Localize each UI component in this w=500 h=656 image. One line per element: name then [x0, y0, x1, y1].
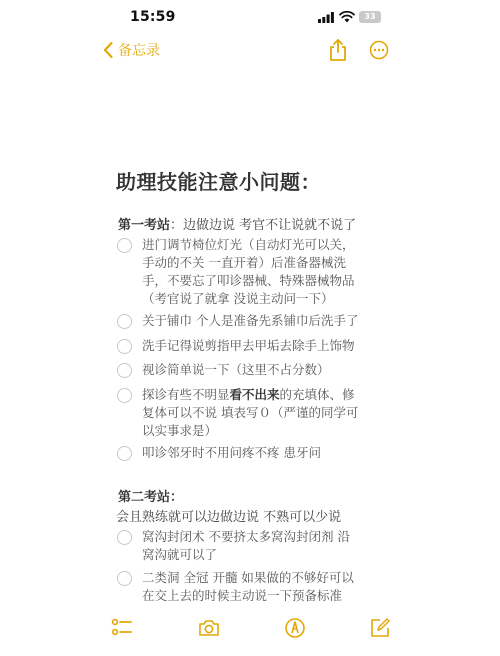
text-line: 窝沟封闭术 不要挤太多窝沟封闭剂 沿 [142, 529, 350, 544]
camera-icon[interactable] [198, 617, 220, 639]
note-title: 助理技能注意小问题： [116, 170, 321, 194]
checklist-item-text [142, 569, 392, 605]
checkbox-circle[interactable] [117, 446, 132, 461]
checklist-item-text [142, 444, 392, 462]
text-line: 视诊简单说一下（这里不占分数） [142, 362, 330, 377]
nav-bar [0, 36, 500, 66]
text-segment: 的充填体、修 [279, 387, 355, 402]
text-line [142, 386, 392, 404]
checkbox-circle[interactable] [117, 339, 132, 354]
text-line: 手动的不关 一直开着）后准备器械洗 [142, 255, 346, 270]
checkbox-circle[interactable] [117, 388, 132, 403]
checklist-item-text [142, 361, 392, 379]
section-2-description: 会且熟练就可以边做边说 不熟可以少说 [116, 510, 342, 525]
text-line: 叩诊邻牙时不用问疼不疼 患牙问 [142, 445, 321, 460]
text-line: 关于铺巾 个人是准备先系铺巾后洗手了 [142, 313, 359, 328]
bold-text: 看不出来 [229, 387, 280, 402]
note-body[interactable] [0, 66, 500, 611]
markup-pen-icon[interactable] [284, 617, 306, 639]
wifi-icon [339, 10, 355, 23]
checkbox-circle[interactable] [117, 314, 132, 329]
text-line: 以实事求是） [142, 423, 218, 438]
checklist-icon[interactable] [111, 617, 133, 639]
checkbox-circle[interactable] [117, 238, 132, 253]
status-time: 15:59 [130, 9, 176, 25]
checkbox-circle[interactable] [117, 530, 132, 545]
text-line: 二类洞 全冠 开髓 如果做的不够好可以 [142, 570, 354, 585]
text-line: 进门调节椅位灯光（自动灯光可以关， [142, 237, 355, 252]
bottom-toolbar [0, 611, 500, 656]
cellular-signal-icon [318, 12, 334, 23]
compose-icon[interactable] [369, 617, 391, 639]
section-heading-1-label: 第一考站 [118, 218, 171, 233]
section-heading-1-text: ：边做边说 考官不让说就不说了 [170, 218, 357, 233]
section-heading-1 [118, 214, 356, 233]
text-line: 窝沟就可以了 [142, 547, 218, 562]
section-heading-2-label: 第二考站： [118, 490, 184, 505]
checklist-item-text [142, 312, 392, 330]
text-line: 复体可以不说 填表写０（严谨的同学可 [142, 405, 359, 420]
back-label: 备忘录 [118, 43, 160, 59]
text-line: 洗手记得说剪指甲去甲垢去除手上饰物 [142, 338, 355, 353]
status-bar [0, 0, 500, 36]
text-line: 手，不要忘了叩诊器械、特殊器械物品 [142, 273, 355, 288]
chevron-left-icon [102, 41, 114, 59]
checklist-item-text [142, 236, 392, 308]
more-options-icon[interactable] [369, 40, 389, 60]
checklist-item-text [142, 386, 392, 440]
share-icon[interactable] [327, 38, 349, 62]
checkbox-circle[interactable] [117, 571, 132, 586]
checklist-item-text [142, 337, 392, 355]
text-segment: 探诊有些不明显 [142, 387, 230, 402]
checklist-item-text [142, 528, 392, 564]
section-heading-2 [118, 486, 183, 505]
back-button[interactable] [102, 38, 160, 62]
checkbox-circle[interactable] [117, 363, 132, 378]
text-line: 在交上去的时候主动说一下预备标准 [142, 588, 343, 603]
battery-indicator: 33 [359, 11, 381, 23]
text-line: （考官说了就拿 没说主动问一下） [142, 291, 334, 306]
